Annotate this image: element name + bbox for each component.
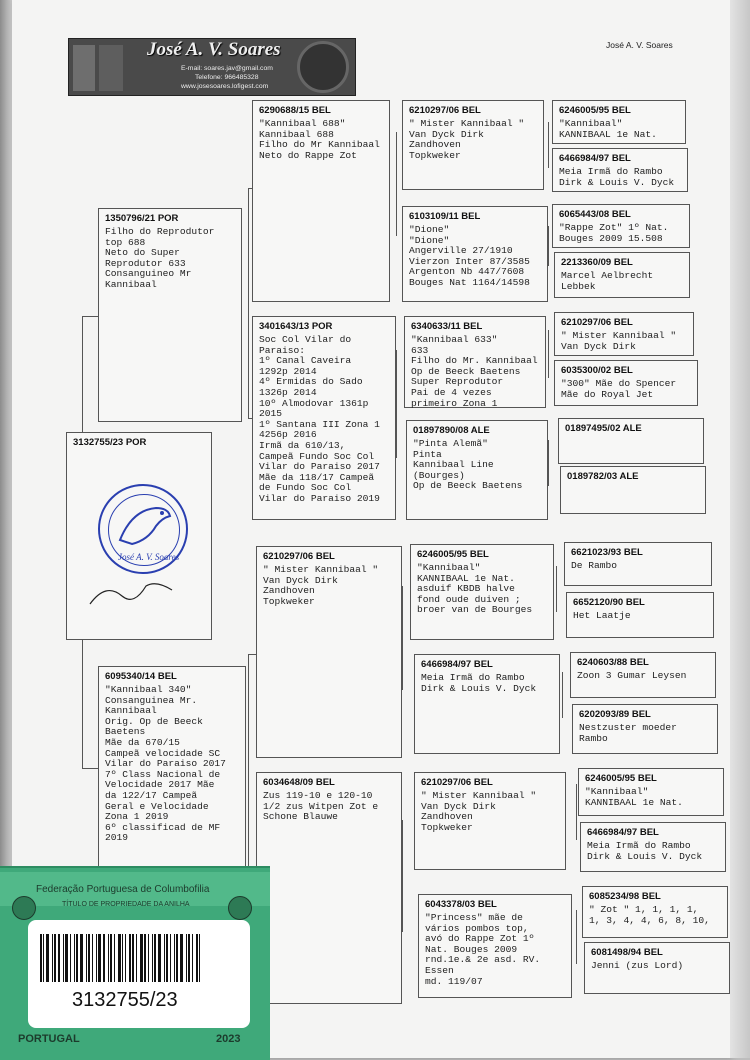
sire-ring: 1350796/21 POR	[105, 213, 179, 224]
barcode-bar	[186, 934, 187, 982]
g4-ddd-notes: "Princess" mãe de vários pombos top, avó do Rappe Zot 1º Nat. Bouges 2009 rnd.1e.& 2e asd. RV. Essen md. 119/07	[425, 912, 541, 987]
sire-sire-notes: "Kannibaal 688" Kannibaal 688 Filho do Mr Kannibaal Neto do Rappe Zot	[259, 118, 380, 161]
g5-ring-15: 6085234/98 BEL	[589, 891, 661, 902]
connector	[548, 330, 549, 378]
g5-ring-2: 6466984/97 BEL	[559, 153, 631, 164]
g5-card-14	[580, 822, 726, 872]
barcode-bar	[152, 934, 153, 982]
barcode-bar	[108, 934, 109, 982]
barcode-bar	[158, 934, 161, 982]
subject-ring: 3132755/23 POR	[73, 437, 147, 448]
connector	[396, 350, 397, 458]
sire-notes: Filho do Reprodutor top 688 Neto do Super Reprodutor 633 Consanguineo Mr Kannibaal	[105, 226, 215, 290]
g5-notes-3: "Rappe Zot" 1º Nat. Bouges 2009 15.508	[559, 222, 669, 244]
g5-ring-4: 2213360/09 BEL	[561, 257, 633, 268]
card-federation: Federação Portuguesa de Columbofilia	[36, 884, 210, 895]
g5-ring-1: 6246005/95 BEL	[559, 105, 631, 116]
g5-card-8	[560, 466, 706, 514]
connector	[576, 910, 577, 964]
barcode-bar	[132, 934, 134, 982]
g5-ring-9: 6621023/93 BEL	[571, 547, 643, 558]
connector	[396, 132, 397, 236]
dam-dam-ring: 6034648/09 BEL	[263, 777, 335, 788]
barcode-bar	[144, 934, 146, 982]
sire-dam-notes: Soc Col Vilar do Paraiso: 1º Canal Caveira 1292p 2014 4º Ermidas do Sado 1326p 2014 10º Almodovar 1361p 2015 1º Santana III Zona 1 4256p 2016 Irmã da 610/13, Campeã Fundo Soc Col Vilar do Paraiso 2017 Mãe da 118/17 Campeã de Fundo Soc Col Vilar do Paraiso 2019	[259, 334, 380, 504]
g5-card-9	[564, 542, 712, 586]
dam-sire-card	[256, 546, 402, 758]
barcode-bar	[170, 934, 171, 982]
g5-card-4	[554, 252, 690, 298]
g4-dds-notes: " Mister Kannibaal " Van Dyck Dirk Zandhoven Topkweker	[421, 790, 537, 833]
sire-card	[98, 208, 242, 422]
barcode-bar	[65, 934, 68, 982]
g4-sss-notes: " Mister Kannibaal " Van Dyck Dirk Zandhoven Topkweker	[409, 118, 525, 161]
dam-ring: 6095340/14 BEL	[105, 671, 177, 682]
barcode-bar	[88, 934, 90, 982]
connector	[548, 440, 549, 486]
banner-email: E-mail: soares.jav@gmail.com	[181, 65, 273, 72]
g5-ring-6: 6035300/02 BEL	[561, 365, 633, 376]
connector	[562, 672, 563, 718]
g5-notes-13: "Kannibaal" KANNIBAAL 1e Nat.	[585, 786, 683, 808]
stamp-name: José A. V. Soares	[118, 552, 180, 562]
pigeon-eye-icon	[297, 41, 349, 93]
g5-notes-12: Nestzuster moeder Rambo	[579, 722, 677, 744]
barcode-bar	[40, 934, 42, 982]
pigeon-icon	[112, 500, 176, 550]
barcode-bar	[92, 934, 93, 982]
g4-dsd-card	[414, 654, 560, 754]
g5-card-1	[552, 100, 686, 144]
g4-sss-card	[402, 100, 544, 190]
connector	[556, 566, 557, 612]
g5-card-6	[554, 360, 698, 406]
barcode-bar	[180, 934, 183, 982]
dam-sire-notes: " Mister Kannibaal " Van Dyck Dirk Zandhoven Topkweker	[263, 564, 379, 607]
connector	[248, 654, 256, 655]
connector	[548, 226, 549, 266]
g5-ring-13: 6246005/95 BEL	[585, 773, 657, 784]
barcode-bar	[166, 934, 168, 982]
g5-ring-3: 6065443/08 BEL	[559, 209, 631, 220]
connector	[248, 188, 249, 418]
barcode-bar	[52, 934, 53, 982]
card-year: 2023	[216, 1033, 241, 1045]
barcode-bar	[46, 934, 49, 982]
g4-dss-card	[410, 544, 554, 640]
g4-sdd-notes: "Pinta Alemã" Pinta Kannibaal Line (Bourges) Op de Beeck Baetens	[413, 438, 523, 492]
barcode-bar	[140, 934, 143, 982]
connector	[82, 640, 83, 768]
connector	[548, 122, 549, 168]
g5-card-10	[566, 592, 714, 638]
g5-notes-6: "300" Mãe do Spencer Mãe do Royal Jet	[561, 378, 677, 400]
g5-notes-4: Marcel Aelbrecht Lebbek	[561, 270, 654, 292]
barcode-bar	[110, 934, 112, 982]
g5-notes-9: De Rambo	[571, 560, 618, 571]
connector	[402, 820, 403, 932]
g5-ring-10: 6652120/90 BEL	[573, 597, 645, 608]
barcode-bar	[148, 934, 149, 982]
g5-card-13	[578, 768, 724, 816]
g4-dds-ring: 6210297/06 BEL	[421, 777, 493, 788]
dam-dam-card	[256, 772, 402, 1004]
g5-ring-8: 0189782/03 ALE	[567, 471, 639, 482]
g5-ring-14: 6466984/97 BEL	[587, 827, 659, 838]
sire-dam-ring: 3401643/13 POR	[259, 321, 333, 332]
g5-notes-5: " Mister Kannibaal " Van Dyck Dirk	[561, 330, 677, 352]
barcode-bar	[98, 934, 101, 982]
connector	[82, 768, 98, 769]
barcode-icon	[40, 934, 224, 982]
barcode-bar	[192, 934, 193, 982]
g5-card-16	[584, 942, 730, 994]
g4-dss-ring: 6246005/95 BEL	[417, 549, 489, 560]
barcode-bar	[174, 934, 175, 982]
card-country: PORTUGAL	[18, 1033, 80, 1045]
breeder-banner	[68, 38, 356, 96]
g4-sds-notes: "Kannibaal 633" 633 Filho do Mr. Kannibaal Op de Beeck Baetens Super Reprodutor Pai de 4 vezes primeiro Zona 1	[411, 334, 538, 409]
g5-notes-14: Meia Irmã do Rambo Dirk & Louis V. Dyck	[587, 840, 703, 862]
g4-sss-ring: 6210297/06 BEL	[409, 105, 481, 116]
barcode-bar	[114, 934, 115, 982]
g4-ssd-card	[402, 206, 548, 302]
breeder-photo-2	[99, 45, 123, 91]
g5-ring-12: 6202093/89 BEL	[579, 709, 651, 720]
barcode-bar	[154, 934, 156, 982]
barcode-bar	[196, 934, 198, 982]
barcode-bar	[103, 934, 105, 982]
dam-sire-ring: 6210297/06 BEL	[263, 551, 335, 562]
sire-dam-card	[252, 316, 396, 520]
g4-sdd-ring: 01897890/08 ALE	[413, 425, 490, 436]
barcode-bar	[188, 934, 190, 982]
g4-dsd-ring: 6466984/97 BEL	[421, 659, 493, 670]
banner-name: José A. V. Soares	[147, 39, 281, 60]
page-shadow-right	[730, 0, 750, 1058]
g5-ring-16: 6081498/94 BEL	[591, 947, 663, 958]
g4-ssd-ring: 6103109/11 BEL	[409, 211, 481, 222]
g5-ring-11: 6240603/88 BEL	[577, 657, 649, 668]
g5-notes-15: " Zot " 1, 1, 1, 1, 1, 3, 4, 4, 6, 8, 10,	[589, 904, 710, 926]
g4-dss-notes: "Kannibaal" KANNIBAAL 1e Nat. asduif KBDB halve fond oude duiven ; broer van de Bourges	[417, 562, 533, 616]
g5-card-3	[552, 204, 690, 248]
dam-notes: "Kannibaal 340" Consanguinea Mr. Kannibaal Orig. Op de Beeck Baetens Mãe da 670/15 Campeã velocidade SC Vilar do Paraiso 2017 7º Class Nacional de Velocidade 2017 Mãe da 122/17 Campeã Geral e Velocidade Zona 1 2019 6º classificad de MF 2019	[105, 684, 226, 844]
g5-ring-5: 6210297/06 BEL	[561, 317, 633, 328]
dam-dam-notes: Zus 119-10 e 120-10 1/2 zus Witpen Zot e Schone Blauwe	[263, 790, 379, 823]
g4-ddd-ring: 6043378/03 BEL	[425, 899, 497, 910]
barcode-bar	[63, 934, 64, 982]
connector	[248, 654, 249, 886]
barcode-bar	[176, 934, 178, 982]
connector	[82, 316, 83, 432]
barcode-bar	[43, 934, 44, 982]
g4-sdd-card	[406, 420, 548, 520]
owner-name: José A. V. Soares	[606, 40, 673, 50]
barcode-bar	[86, 934, 87, 982]
g5-notes-11: Zoon 3 Gumar Leysen	[577, 670, 687, 681]
federation-emblem-icon	[228, 896, 252, 920]
barcode-bar	[199, 934, 200, 982]
g4-ddd-card	[418, 894, 572, 998]
barcode-bar	[164, 934, 165, 982]
connector	[82, 316, 98, 317]
g5-card-12	[572, 704, 718, 754]
barcode-bar	[125, 934, 126, 982]
banner-phone: Telefone: 966485328	[195, 74, 259, 81]
g5-card-11	[570, 652, 716, 698]
g4-dds-card	[414, 772, 566, 870]
signature-icon	[86, 576, 176, 610]
card-ring-number: 3132755/23	[72, 989, 178, 1011]
card-subtitle: TÍTULO DE PROPRIEDADE DA ANILHA	[62, 901, 190, 908]
g5-card-5	[554, 312, 694, 356]
g5-notes-1: "Kannibaal" KANNIBAAL 1e Nat.	[559, 118, 657, 140]
g4-sds-ring: 6340633/11 BEL	[411, 321, 483, 332]
g5-card-15	[582, 886, 728, 938]
barcode-bar	[80, 934, 83, 982]
sire-sire-card	[252, 100, 390, 302]
g5-notes-10: Het Laatje	[573, 610, 631, 621]
g5-ring-7: 01897495/02 ALE	[565, 423, 642, 434]
g5-notes-16: Jenni (zus Lord)	[591, 960, 684, 971]
barcode-bar	[118, 934, 121, 982]
dam-card	[98, 666, 246, 870]
barcode-bar	[129, 934, 131, 982]
g5-notes-2: Meia Irmã do Rambo Dirk & Louis V. Dyck	[559, 166, 675, 188]
barcode-bar	[122, 934, 123, 982]
barcode-bar	[74, 934, 75, 982]
barcode-bar	[76, 934, 78, 982]
barcode-bar	[96, 934, 97, 982]
g5-card-7	[558, 418, 704, 464]
barcode-bar	[54, 934, 56, 982]
connector	[402, 586, 403, 690]
g4-sds-card	[404, 316, 546, 408]
barcode-bar	[136, 934, 137, 982]
g4-dsd-notes: Meia Irmã do Rambo Dirk & Louis V. Dyck	[421, 672, 537, 694]
connector	[576, 784, 577, 840]
g5-card-2	[552, 148, 688, 192]
barcode-bar	[70, 934, 71, 982]
banner-site: www.josesoares.lofigest.com	[181, 83, 269, 90]
g4-ssd-notes: "Dione" "Dione" Angerville 27/1910 Vierzon Inter 87/3585 Argenton Nb 447/7608 Bouges Nat 1164/14598	[409, 224, 530, 288]
sire-sire-ring: 6290688/15 BEL	[259, 105, 331, 116]
federation-emblem-icon	[12, 896, 36, 920]
breeder-photo-1	[73, 45, 95, 91]
barcode-bar	[58, 934, 60, 982]
